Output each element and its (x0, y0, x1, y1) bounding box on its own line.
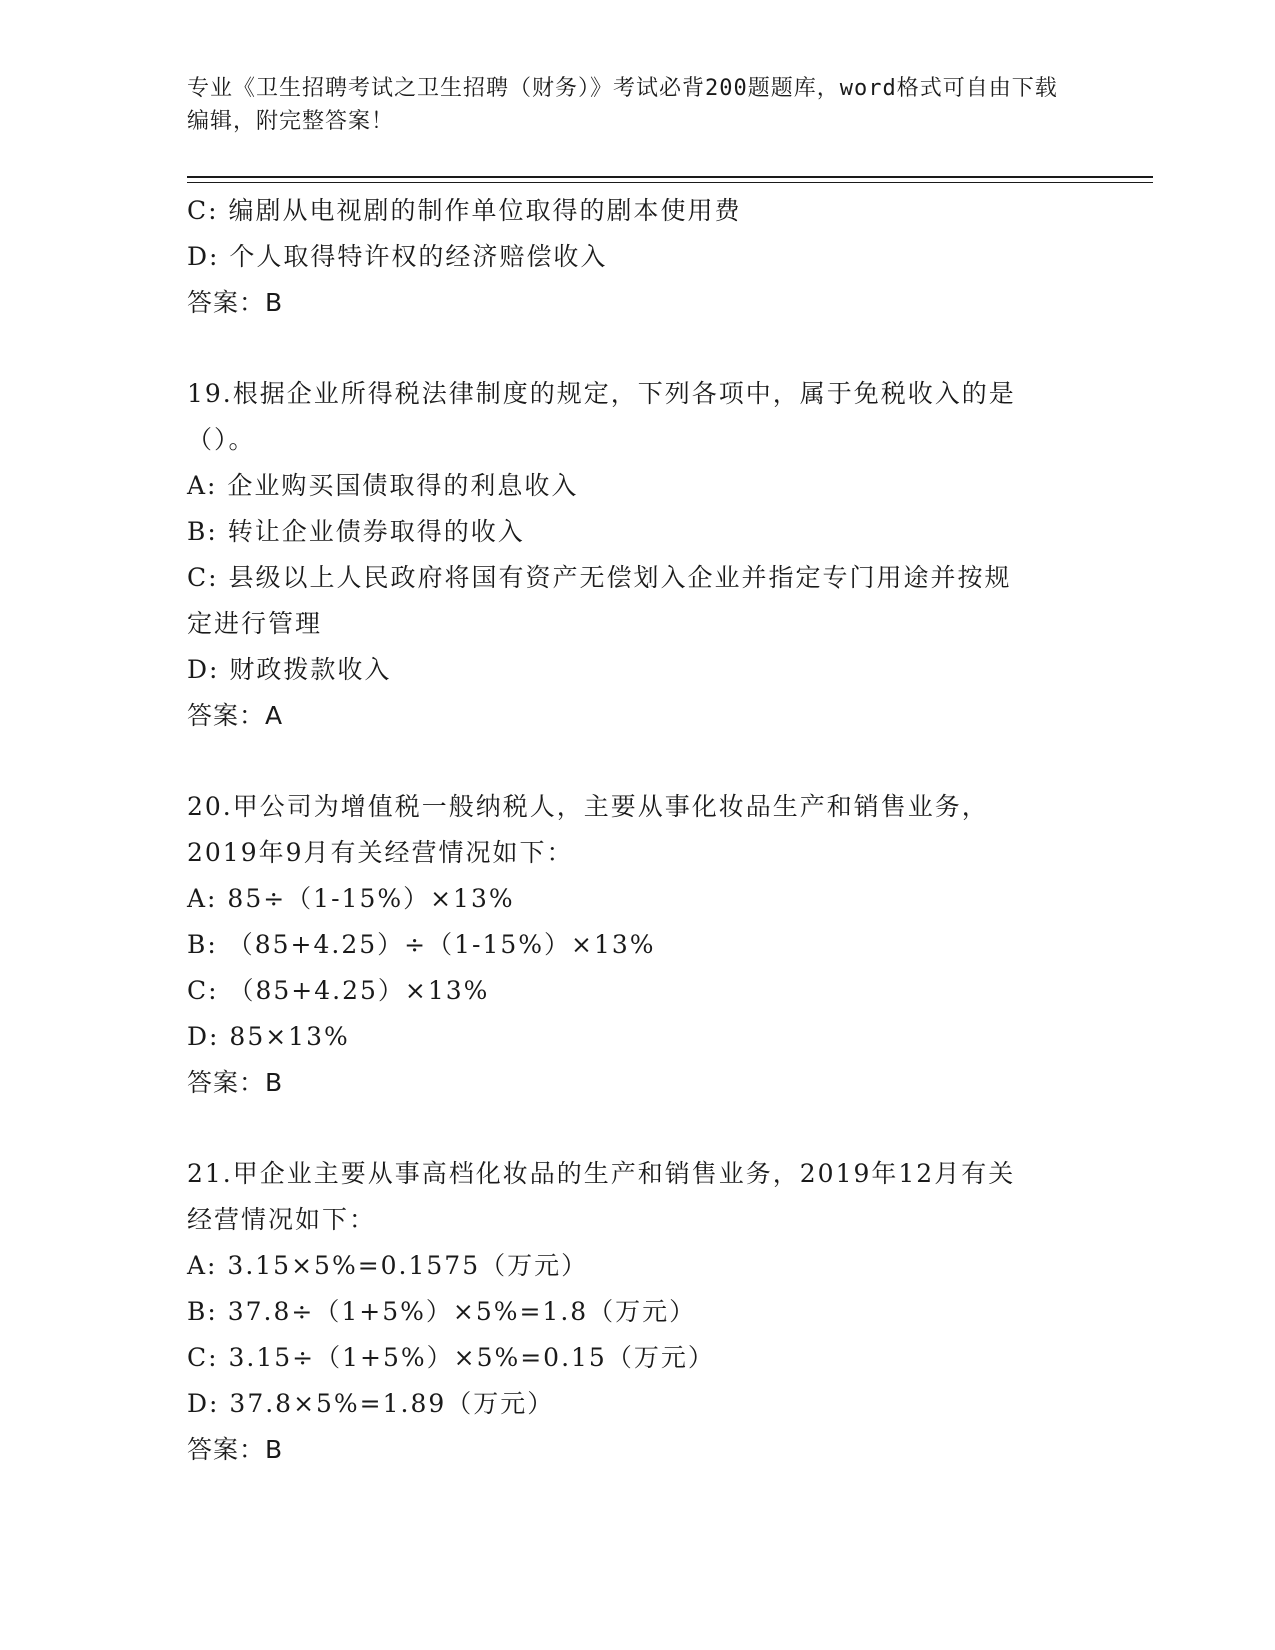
spacer (187, 1106, 1087, 1151)
question-20 (187, 784, 1087, 1106)
question-stem: 经营情况如下： (187, 1205, 377, 1234)
option-b: B: （85+4.25）÷（1-15%）×13% (187, 930, 656, 959)
option-b: B: 37.8÷（1+5%）×5%=1.8（万元） (187, 1297, 697, 1326)
option-c-continuation: 定进行管理 (187, 609, 323, 638)
question-content (187, 188, 1087, 1473)
header-rule-thin (187, 182, 1153, 183)
option-d: D: 37.8×5%=1.89（万元） (187, 1389, 555, 1418)
option-a: A: 企业购买国债取得的利息收入 (187, 471, 579, 500)
answer-line: 答案：B (187, 288, 284, 317)
option-c: C: 县级以上人民政府将国有资产无偿划入企业并指定专门用途并按规 (187, 563, 1012, 592)
option-b: B: 转让企业债券取得的收入 (187, 517, 525, 546)
spacer (187, 326, 1087, 371)
option-d: D: 个人取得特许权的经济赔偿收入 (187, 242, 608, 271)
question-stem: 21.甲企业主要从事高档化妆品的生产和销售业务，2019年12月有关 (187, 1159, 1016, 1188)
question-stem: 2019年9月有关经营情况如下： (187, 838, 574, 867)
option-d: D: 85×13% (187, 1022, 350, 1051)
question-stem: （）。 (187, 425, 256, 454)
option-c: C: 编剧从电视剧的制作单位取得的剧本使用费 (187, 196, 742, 225)
option-a: A: 85÷（1-15%）×13% (187, 884, 515, 913)
prev-question-block (187, 188, 1087, 326)
question-21 (187, 1151, 1087, 1473)
option-a: A: 3.15×5%=0.1575（万元） (187, 1251, 589, 1280)
spacer (187, 739, 1087, 784)
page-header: 专业《卫生招聘考试之卫生招聘（财务）》考试必背200题题库，word格式可自由下载编辑，附完整答案！ (187, 76, 1058, 134)
option-c: C: （85+4.25）×13% (187, 976, 490, 1005)
answer-line: 答案：B (187, 1068, 284, 1097)
answer-line: 答案：A (187, 701, 284, 730)
question-stem: 19.根据企业所得税法律制度的规定，下列各项中，属于免税收入的是 (187, 379, 1016, 408)
question-19 (187, 371, 1087, 739)
option-d: D: 财政拨款收入 (187, 655, 392, 684)
header-rule-thick (187, 176, 1153, 178)
answer-line: 答案：B (187, 1435, 284, 1464)
option-c: C: 3.15÷（1+5%）×5%=0.15（万元） (187, 1343, 715, 1372)
question-stem: 20.甲公司为增值税一般纳税人，主要从事化妆品生产和销售业务， (187, 792, 989, 821)
